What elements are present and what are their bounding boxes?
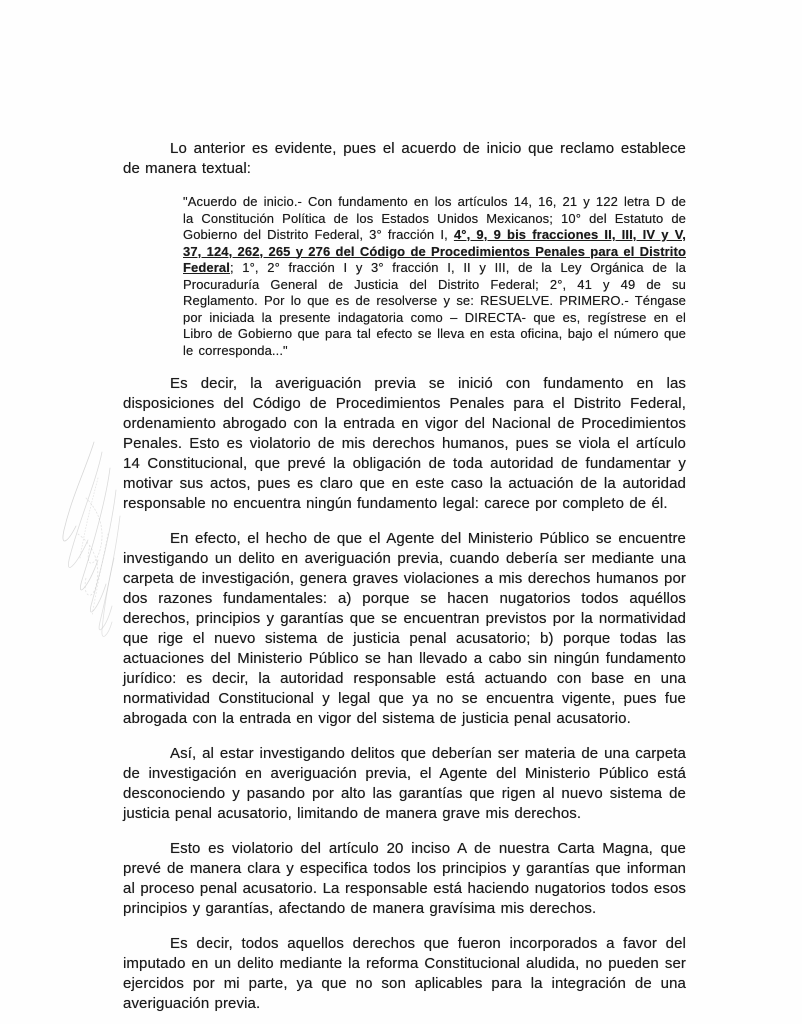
quote-text-closing: ; 1°, 2° fracción I y 3° fracción I, II y III, de la Ley Orgánica de la Procuraduría General de Justicia del Distrito Federal; 2°, 41 y 49 de su Reglamento. Por lo que es de resolverse y se: RESUELVE. PRIMERO.- Téngase por iniciada la presente indagatoria como – DIRECTA- que es, regístrese en el Libro de Gobierno que para tal efecto se lleva en esta oficina, bajo el número que le corresponda...": [183, 260, 686, 358]
paragraph-averiguacion-previa: Es decir, la averiguación previa se inició con fundamento en las disposiciones del Código de Procedimientos Penales para el Distrito Federal, ordenamiento abrogado con la entrada en vigor del Nacional de Procedimientos Penales. Esto es violatorio de mis derechos humanos, pues se viola el artículo 14 Constitucional, que prevé la obligación de toda autoridad de fundamentar y motivar sus actos, pues es claro que en este caso la actuación de la autoridad responsable no encuentra ningún fundamento legal: carece por completo de él.: [123, 375, 686, 512]
intro-paragraph: Lo anterior es evidente, pues el acuerdo de inicio que reclamo establece de manera textual:: [123, 140, 686, 177]
paragraph-es-decir-derechos: Es decir, todos aquellos derechos que fueron incorporados a favor del imputado en un delito mediante la reforma Constitucional aludida, no pueden ser ejercidos por mi parte, ya que no son aplicables para la integración de una averiguación previa.: [123, 935, 686, 1012]
paragraph-en-efecto: En efecto, el hecho de que el Agente del Ministerio Público se encuentre investigando un delito en averiguación previa, cuando debería ser mediante una carpeta de investigación, genera graves violaciones a mis derechos humanos por dos razones fundamentales: a) porque se hacen nugatorios todos aquéllos derechos, principios y garantías que se encuentran previstos por la normatividad que rige el nuevo sistema de justicia penal acusatorio; b) porque todas las actuaciones del Ministerio Público se han llevado a cabo sin ningún fundamento jurídico: es decir, la autoridad responsable está actuando con base en una normatividad Constitucional y legal que ya no se encuentra vigente, pues fue abrogada con la entrada en vigor del sistema de justicia penal acusatorio.: [123, 530, 686, 727]
acuerdo-de-inicio-quote: [183, 194, 686, 359]
paragraph-asi-al-estar: Así, al estar investigando delitos que deberían ser materia de una carpeta de investigación en averiguación previa, el Agente del Ministerio Público está desconociendo y pasando por alto las garantías que rigen al nuevo sistema de justicia penal acusatorio, limitando de manera grave mis derechos.: [123, 745, 686, 822]
document-body: [123, 139, 686, 1024]
quote-text-opening: "Acuerdo de inicio.- Con fundamento en los artículos 14, 16, 21 y 122 letra D de la Constitución Política de los Estados Unidos Mexicanos; 10° del Estatuto de Gobierno del Distrito Federal, 3° fracción I,: [183, 194, 686, 242]
paragraph-articulo-20: Esto es violatorio del artículo 20 inciso A de nuestra Carta Magna, que prevé de manera clara y especifica todos los principios y garantías que informan al proceso penal acusatorio. La responsable está haciendo nugatorios todos esos principios y garantías, afectando de manera gravísima mis derechos.: [123, 840, 686, 917]
quote-cited-articles-emphasis: 4°, 9, 9 bis fracciones II, III, IV y V, 37, 124, 262, 265 y 276 del Código de Procedimientos Penales para el Distrito Federal: [183, 227, 686, 275]
